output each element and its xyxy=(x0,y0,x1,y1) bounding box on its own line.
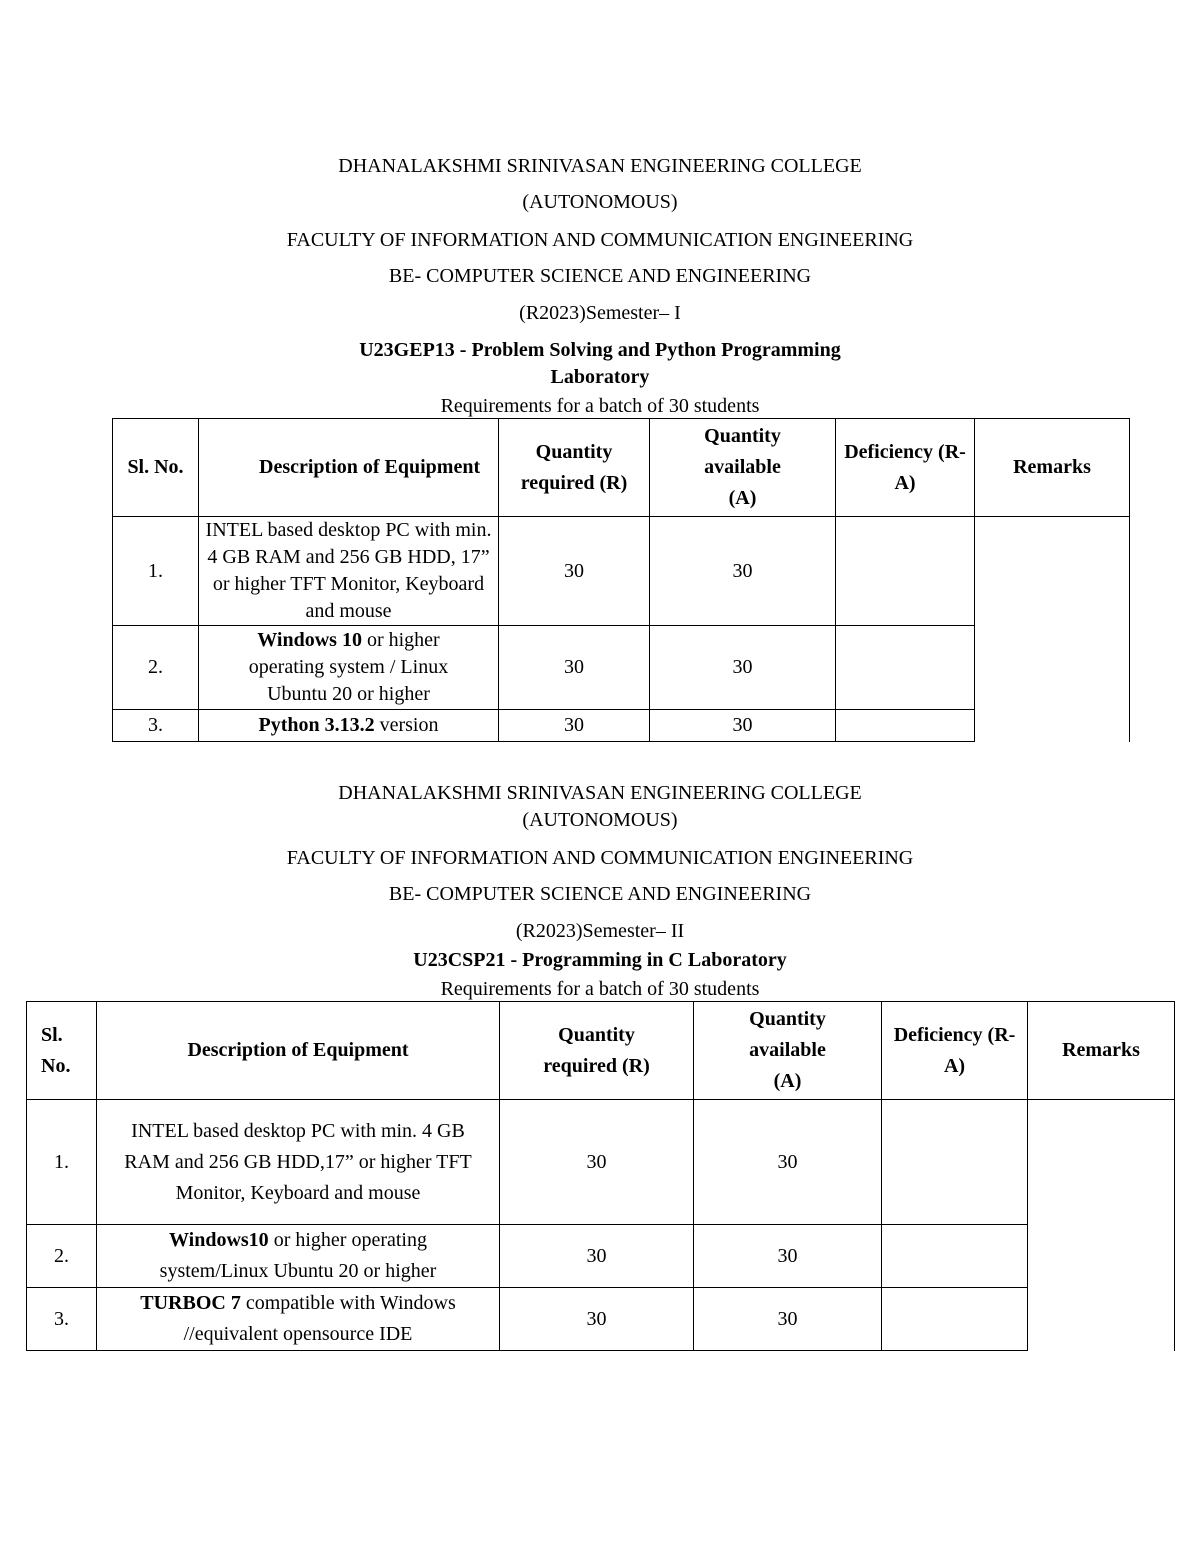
header-qty-required: Quantity required (R) xyxy=(499,419,650,517)
row-deficiency xyxy=(882,1100,1028,1225)
row-description-text: INTEL based desktop PC with min. 4 GB RAM and 256 GB HDD, 17” or higher TFT Monitor, Keyboard and mouse xyxy=(205,519,492,622)
row-qty-required: 30 xyxy=(499,626,650,710)
header-deficiency: Deficiency (R-A) xyxy=(882,1002,1028,1100)
header-remarks: Remarks xyxy=(1028,1002,1175,1100)
row-description xyxy=(97,1100,500,1225)
autonomous-label: (AUTONOMOUS) xyxy=(522,191,678,213)
row-qty-required: 30 xyxy=(499,517,650,626)
row-sl: 2. xyxy=(113,626,199,710)
college-name: DHANALAKSHMI SRINIVASAN ENGINEERING COLLEGE xyxy=(338,782,862,804)
row-qty-available: 30 xyxy=(694,1225,882,1288)
table-header-row xyxy=(113,419,1130,517)
row-description-text: compatible with Windows //equivalent opensource IDE xyxy=(183,1292,456,1345)
semester-label: (R2023)Semester– II xyxy=(515,920,685,942)
row-description-text: version xyxy=(374,714,439,736)
table-row xyxy=(27,1288,1175,1351)
header-sl: Sl. No. xyxy=(113,419,199,517)
row-description xyxy=(199,710,499,742)
row-qty-required: 30 xyxy=(499,710,650,742)
equipment-table-sem2 xyxy=(26,1001,1175,1351)
row-description-text: or higher operating system / Linux Ubuntu 20 or higher xyxy=(248,629,449,705)
row-deficiency xyxy=(882,1225,1028,1288)
row-qty-required: 30 xyxy=(500,1288,694,1351)
row-qty-available: 30 xyxy=(694,1288,882,1351)
row-qty-available: 30 xyxy=(650,626,836,710)
semester-label: (R2023)Semester– I xyxy=(519,302,681,324)
header-description: Description of Equipment xyxy=(199,419,499,517)
row-sl: 2. xyxy=(27,1225,97,1288)
row-qty-available: 30 xyxy=(650,710,836,742)
row-deficiency xyxy=(836,710,975,742)
row-description-bold: Windows 10 xyxy=(257,629,362,651)
header-deficiency: Deficiency (R-A) xyxy=(836,419,975,517)
row-sl: 3. xyxy=(27,1288,97,1351)
row-description-bold: Windows10 xyxy=(169,1229,269,1251)
header-qty-required: Quantity required (R) xyxy=(500,1002,694,1100)
row-description xyxy=(199,517,499,626)
autonomous-label: (AUTONOMOUS) xyxy=(522,809,678,831)
header-remarks: Remarks xyxy=(975,419,1130,517)
row-deficiency xyxy=(882,1288,1028,1351)
row-qty-available: 30 xyxy=(694,1100,882,1225)
header-sl: Sl. No. xyxy=(27,1002,97,1100)
faculty-name: FACULTY OF INFORMATION AND COMMUNICATION ENGINEERING xyxy=(286,229,914,251)
row-description-bold: Python 3.13.2 xyxy=(258,714,375,736)
course-title: U23GEP13 - Problem Solving and Python Programming xyxy=(359,339,841,361)
faculty-name: FACULTY OF INFORMATION AND COMMUNICATION ENGINEERING xyxy=(286,847,914,869)
row-description-text: or higher operating system/Linux Ubuntu 20 or higher xyxy=(159,1229,437,1282)
header-qty-available: Quantity available (A) xyxy=(694,1002,882,1100)
table-header-row xyxy=(27,1002,1175,1100)
row-remarks xyxy=(975,517,1130,742)
equipment-table-sem1 xyxy=(112,418,1130,742)
row-deficiency xyxy=(836,517,975,626)
course-title-cont: Laboratory xyxy=(550,366,650,388)
row-description-bold: TURBOC 7 xyxy=(140,1292,241,1314)
row-description xyxy=(97,1288,500,1351)
department-name: BE- COMPUTER SCIENCE AND ENGINEERING xyxy=(388,265,812,287)
row-sl: 1. xyxy=(27,1100,97,1225)
header-qty-available: Quantity available (A) xyxy=(650,419,836,517)
table-row xyxy=(113,517,1130,626)
college-name: DHANALAKSHMI SRINIVASAN ENGINEERING COLLEGE xyxy=(338,155,862,177)
row-qty-required: 30 xyxy=(500,1100,694,1225)
row-description xyxy=(97,1225,500,1288)
row-remarks xyxy=(1028,1100,1175,1351)
requirements-note: Requirements for a batch of 30 students xyxy=(440,395,760,417)
row-qty-required: 30 xyxy=(500,1225,694,1288)
requirements-note: Requirements for a batch of 30 students xyxy=(440,978,760,1000)
row-deficiency xyxy=(836,626,975,710)
row-sl: 3. xyxy=(113,710,199,742)
department-name: BE- COMPUTER SCIENCE AND ENGINEERING xyxy=(388,883,812,905)
header-description: Description of Equipment xyxy=(97,1002,500,1100)
row-qty-available: 30 xyxy=(650,517,836,626)
row-sl: 1. xyxy=(113,517,199,626)
table-row xyxy=(27,1225,1175,1288)
course-title: U23CSP21 - Programming in C Laboratory xyxy=(413,949,787,971)
row-description xyxy=(199,626,499,710)
table-row xyxy=(27,1100,1175,1225)
row-description-text: INTEL based desktop PC with min. 4 GB RAM and 256 GB HDD,17” or higher TFT Monitor, Keyboard and mouse xyxy=(124,1119,472,1204)
